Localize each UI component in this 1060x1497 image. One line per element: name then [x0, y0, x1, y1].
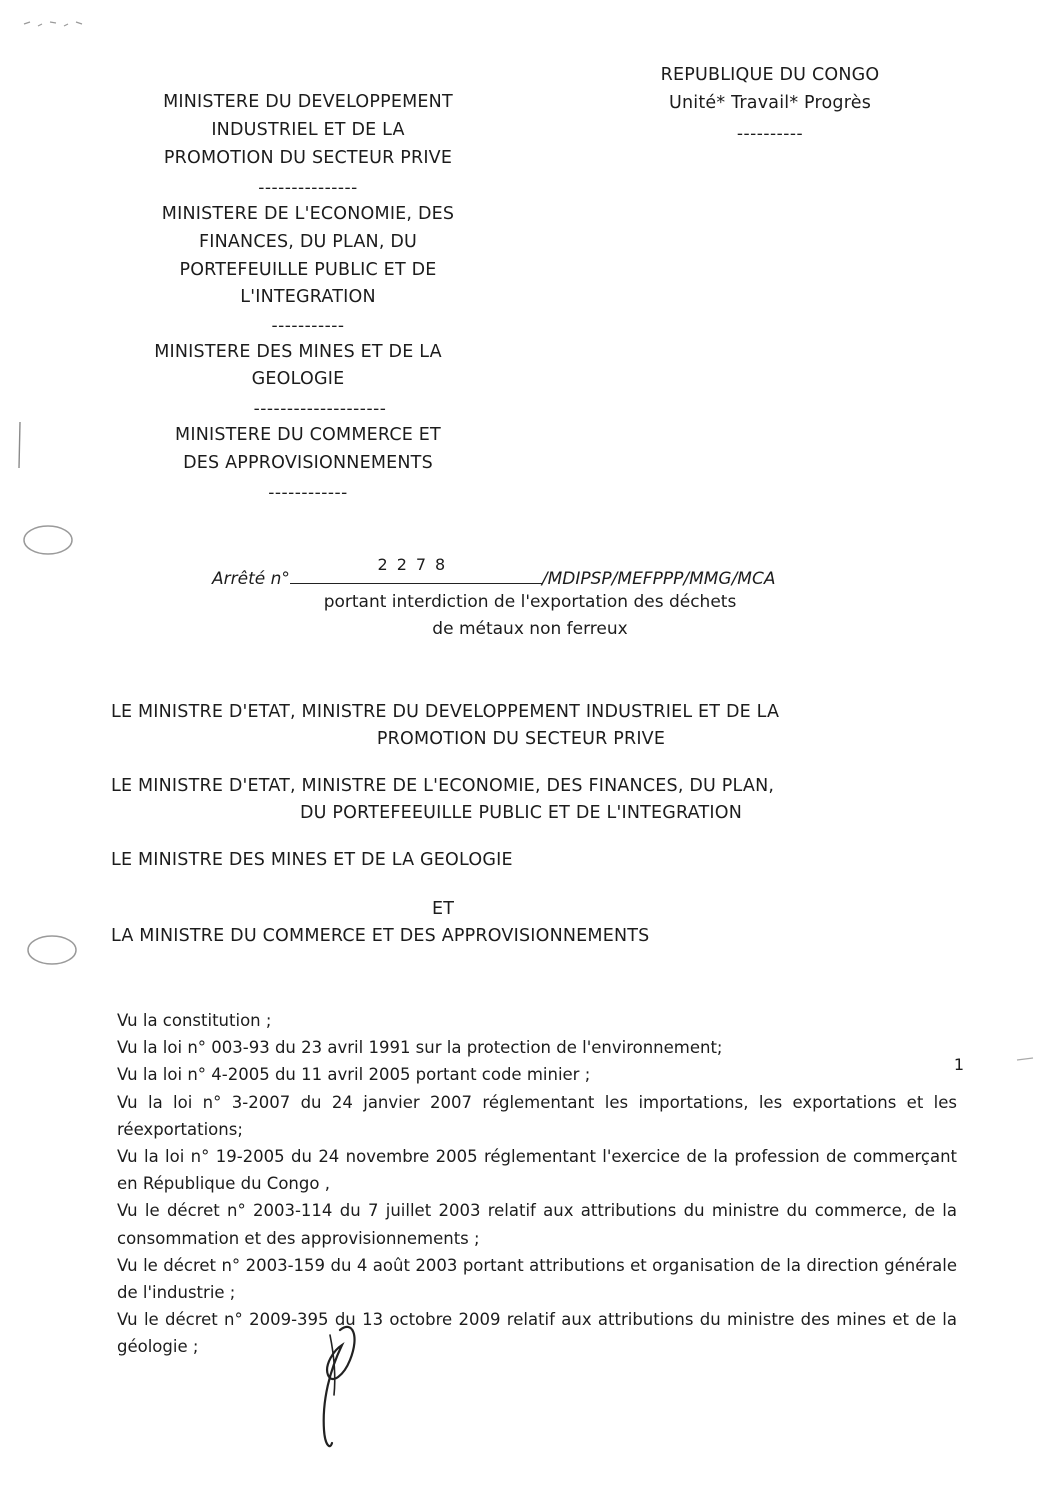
arrete-suffix: /MDIPSP/MEFPPP/MMG/MCA [541, 569, 776, 589]
visa-item: Vu la loi n° 4-2005 du 11 avril 2005 portant code minier ; [117, 1065, 591, 1085]
minister-1-line-1: LE MINISTRE D'ETAT, MINISTRE DU DEVELOPPEMENT INDUSTRIEL ET DE LA [111, 702, 780, 722]
visa-item: Vu le décret n° 2009-395 du 13 octobre 2009 relatif aux attributions du ministre des mines et de la géologie ; [117, 1310, 957, 1357]
national-motto: Unité* Travail* Progrès [668, 93, 872, 113]
ministry-3-rule: -------------------- [253, 399, 387, 419]
visa-item: Vu le décret n° 2003-159 du 4 août 2003 portant attributions et organisation de la direction générale de l'industrie ; [117, 1255, 957, 1303]
visa-item: Vu la constitution ; [117, 1011, 272, 1030]
ministry-2-line-1: MINISTERE DE L'ECONOMIE, DES [161, 204, 455, 224]
minister-2-line-1: LE MINISTRE D'ETAT, MINISTRE DE L'ECONOMIE, DES FINANCES, DU PLAN, [111, 776, 775, 796]
minister-4: LA MINISTRE DU COMMERCE ET DES APPROVISIONNEMENTS [111, 926, 650, 946]
ministry-1-line-1: MINISTERE DU DEVELOPPEMENT [163, 92, 453, 112]
arrete-number: 2278 [377, 555, 455, 574]
visa-item: Vu la loi n° 003-93 du 23 avril 1991 sur la protection de l'environnement; [117, 1038, 723, 1058]
ministry-3-line-1: MINISTERE DES MINES ET DE LA [154, 342, 442, 362]
minister-3: LE MINISTRE DES MINES ET DE LA GEOLOGIE [111, 850, 513, 870]
ministry-4-line-1: MINISTERE DU COMMERCE ET [175, 425, 441, 445]
minister-2-line-2: DU PORTEFEEUILLE PUBLIC ET DE L'INTEGRATION [299, 803, 743, 823]
punch-hole-mark [22, 930, 82, 970]
arrete-subject-line-2: de métaux non ferreux [432, 619, 628, 639]
ministry-2-rule: ----------- [271, 316, 345, 336]
page-number: 1 [953, 1055, 965, 1074]
ministry-3-line-2: GEOLOGIE [251, 369, 345, 389]
ministry-2-line-2: FINANCES, DU PLAN, DU [198, 232, 418, 252]
header-rule: ---------- [736, 124, 804, 144]
arrete-number-line [290, 555, 542, 584]
ministry-2-line-4: L'INTEGRATION [240, 287, 376, 307]
conjunction-et: ET [432, 899, 455, 919]
visa-item: Vu la loi n° 3-2007 du 24 janvier 2007 réglementant les importations, les exportations et les réexportations; [117, 1092, 957, 1139]
visa-item: Vu le décret n° 2003-114 du 7 juillet 2003 relatif aux attributions du ministre du commerce, de la consommation et des approvisionnements ; [117, 1201, 957, 1248]
minister-1-line-2: PROMOTION DU SECTEUR PRIVE [376, 729, 666, 749]
scan-edge-mark [14, 420, 26, 470]
arrete-prefix: Arrêté n° [212, 569, 290, 589]
arrete-subject-line-1: portant interdiction de l'exportation des déchets [323, 592, 737, 612]
country-name: REPUBLIQUE DU CONGO [660, 65, 880, 85]
ministry-1-rule: --------------- [258, 178, 358, 198]
ministry-1-line-3: PROMOTION DU SECTEUR PRIVE [163, 148, 453, 168]
visas-list [117, 1007, 957, 1361]
ministry-1-line-2: INDUSTRIEL ET DE LA [211, 120, 405, 140]
ministry-2-line-3: PORTEFEUILLE PUBLIC ET DE [179, 260, 437, 280]
initial-signature [300, 1315, 380, 1455]
scan-corner-marks [20, 14, 90, 44]
scan-speck-mark [1015, 1050, 1035, 1070]
visa-item: Vu la loi n° 19-2005 du 24 novembre 2005 réglementant l'exercice de la profession de commerçant en République du Congo , [117, 1147, 957, 1194]
punch-hole-mark [18, 520, 78, 560]
ministry-4-line-2: DES APPROVISIONNEMENTS [183, 453, 433, 473]
ministry-4-rule: ------------ [268, 483, 348, 503]
